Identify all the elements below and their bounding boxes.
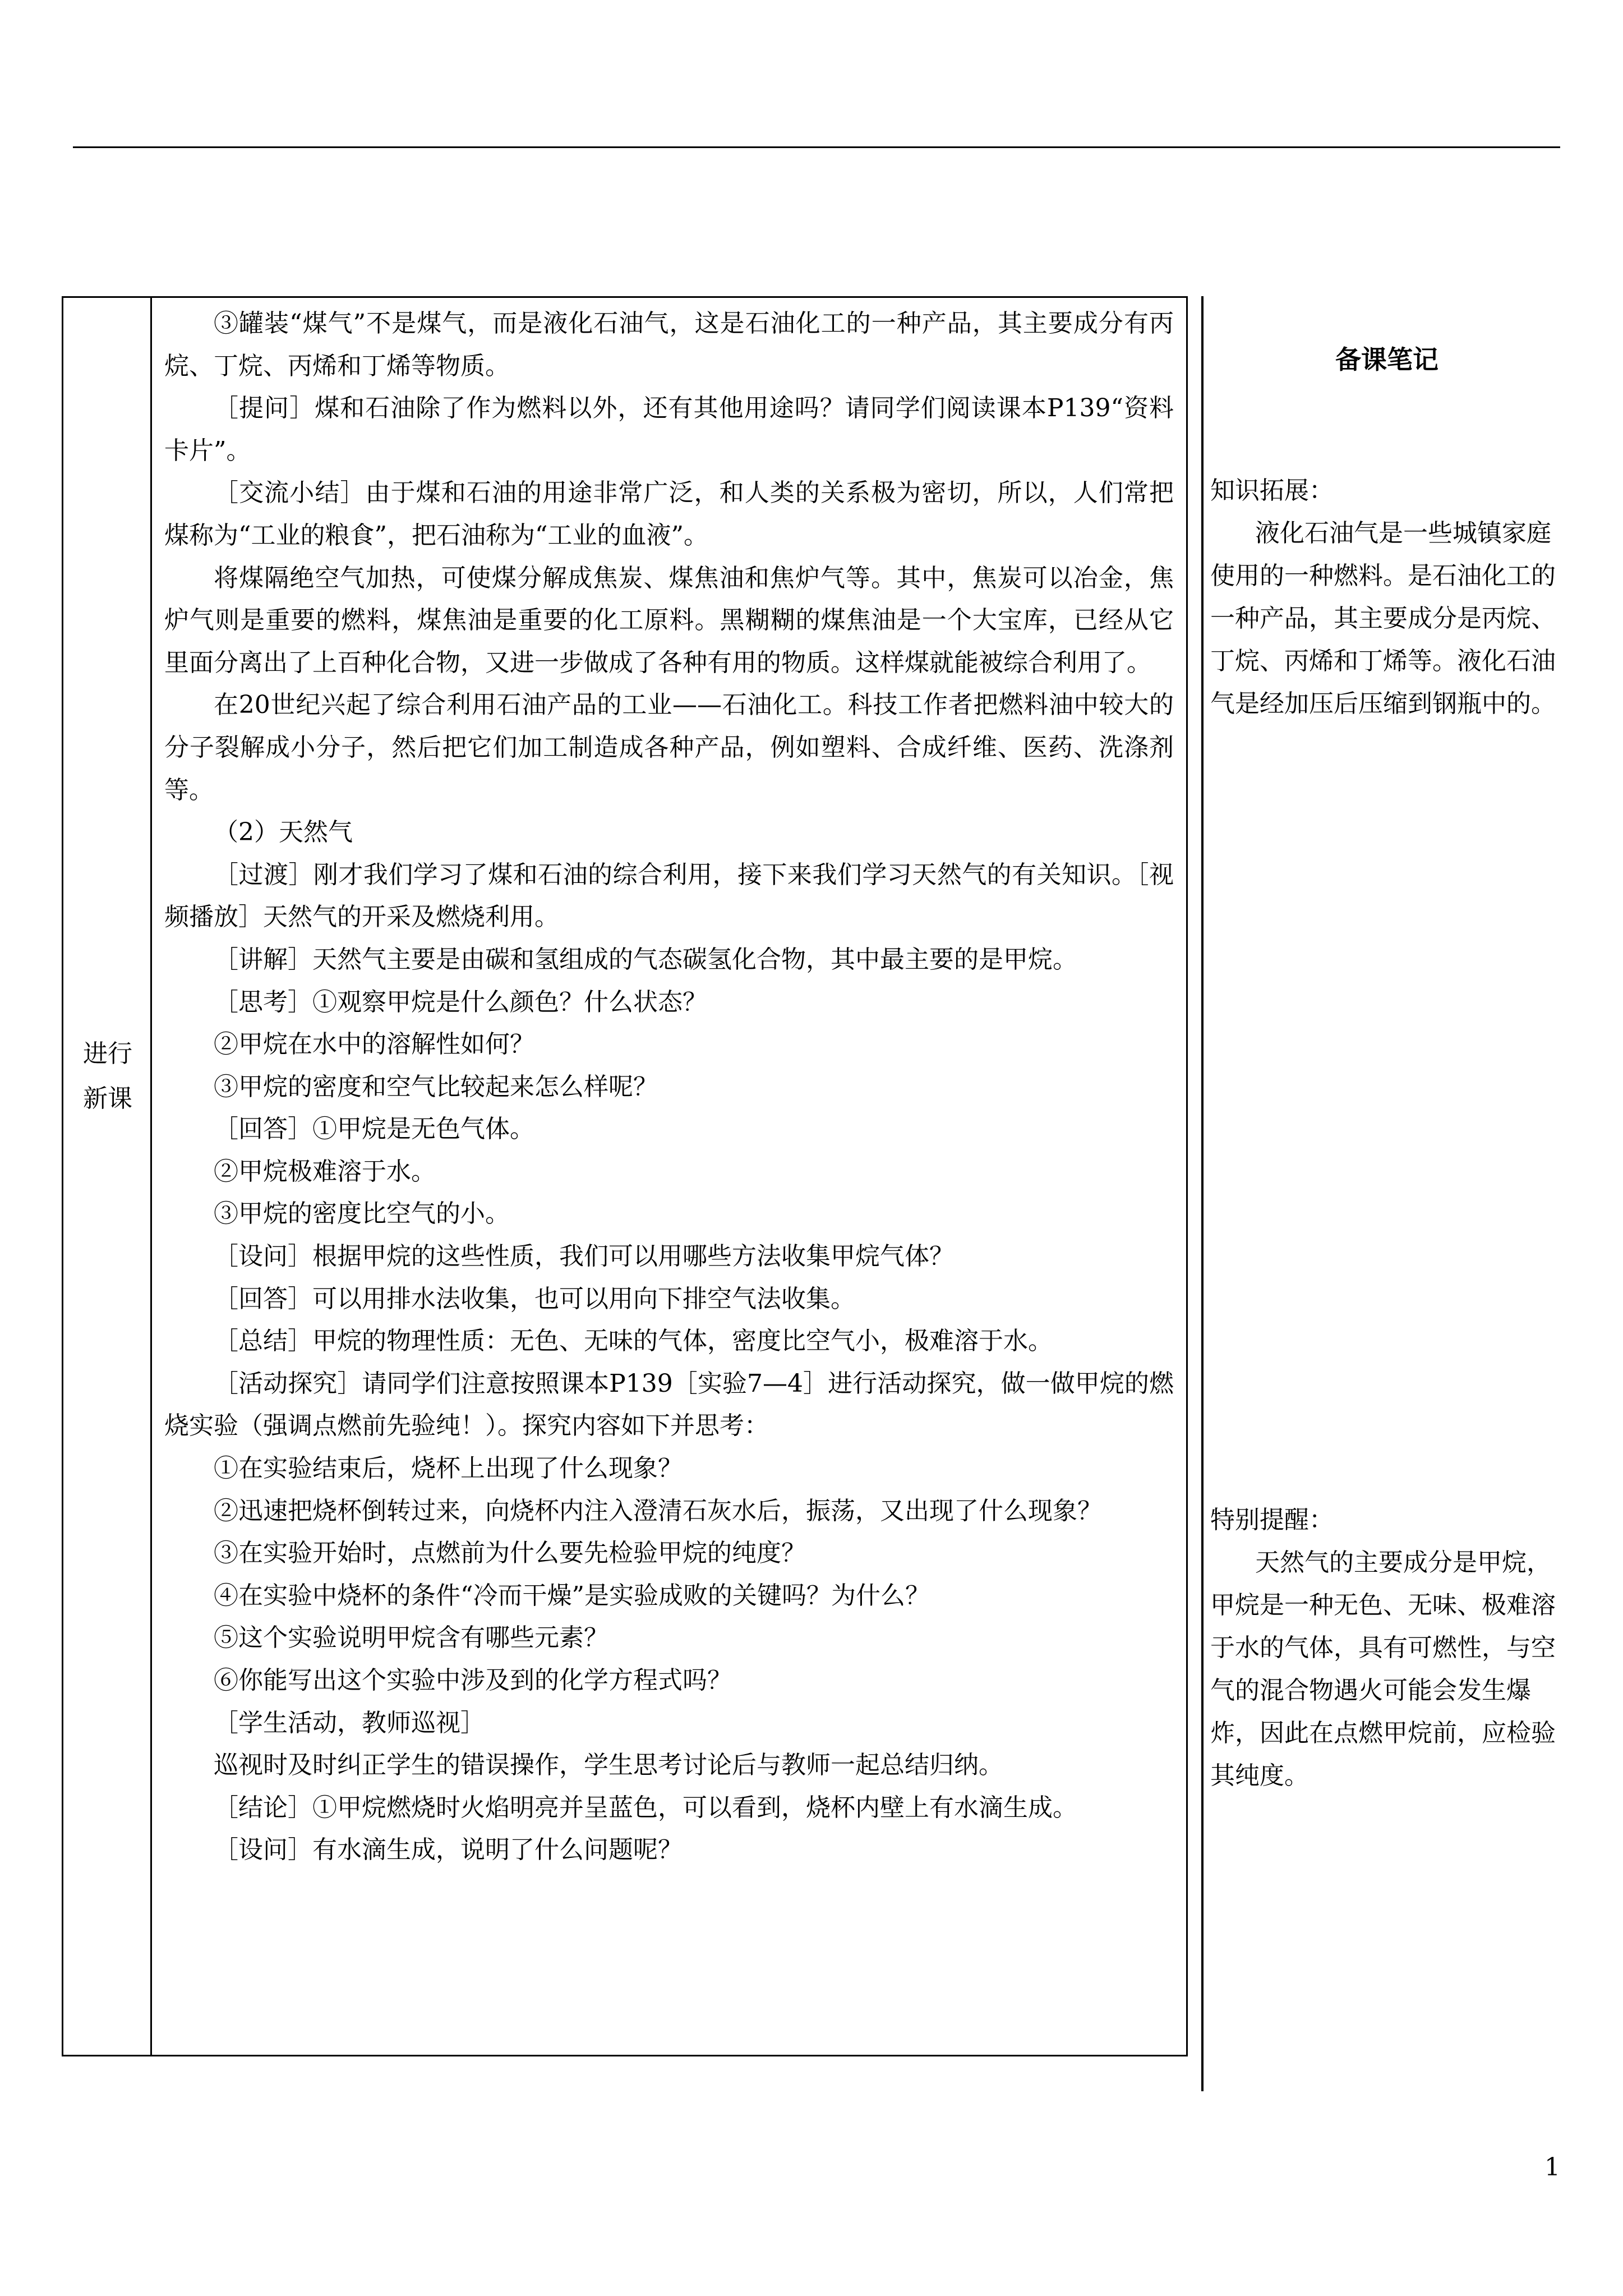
content-paragraph: ②甲烷在水中的溶解性如何？	[214, 1030, 534, 1059]
sidebar-title: 备课笔记	[1335, 344, 1438, 375]
content-paragraph: ［设问］有水滴生成，说明了什么问题呢？	[214, 1835, 683, 1865]
content-paragraph: ③甲烷的密度和空气比较起来怎么样呢？	[214, 1072, 658, 1101]
content-paragraph: （2）天然气	[214, 818, 353, 847]
content-paragraph: ③甲烷的密度比空气的小。	[214, 1199, 510, 1228]
lesson-table	[62, 296, 1188, 2056]
notes-column-divider	[1201, 296, 1204, 2091]
section-label-line-1: 进行	[83, 1039, 132, 1068]
content-paragraph: ④在实验中烧杯的条件“冷而干燥”是实验成败的关键吗？为什么？	[214, 1581, 930, 1610]
content-paragraph: ②迅速把烧杯倒转过来，向烧杯内注入澄清石灰水后，振荡，又出现了什么现象？	[214, 1496, 1102, 1525]
lesson-content	[164, 302, 1174, 1871]
content-paragraph: ［结论］①甲烷燃烧时火焰明亮并呈蓝色，可以看到，烧杯内壁上有水滴生成。	[214, 1793, 1077, 1822]
content-paragraph: ［学生活动，教师巡视］	[214, 1708, 485, 1737]
content-paragraph: ［交流小结］由于煤和石油的用途非常广泛，和人类的关系极为密切，所以，人们常把煤称为“工业的粮食”，把石油称为“工业的血液”。	[164, 478, 1174, 550]
content-paragraph: ③在实验开始时，点燃前为什么要先检验甲烷的纯度？	[214, 1539, 806, 1568]
content-paragraph: ［思考］①观察甲烷是什么颜色？什么状态？	[214, 987, 707, 1016]
reminder-text: 天然气的主要成分是甲烷，甲烷是一种无色、无味、极难溶于水的气体，具有可燃性，与空气的混合物遇火可能会发生爆炸，因此在点燃甲烷前，应检验其纯度。	[1210, 1548, 1556, 1790]
content-paragraph: 巡视时及时纠正学生的错误操作，学生思考讨论后与教师一起总结归纳。	[214, 1751, 1003, 1780]
special-reminder	[1210, 1499, 1564, 1797]
knowledge-extension	[1210, 470, 1564, 725]
knowledge-text: 液化石油气是一些城镇家庭使用的一种燃料。是石油化工的一种产品，其主要成分是丙烷、丁烷、丙烯和丁烯等。液化石油气是经加压后压缩到钢瓶中的。	[1210, 519, 1556, 718]
knowledge-heading: 知识拓展：	[1210, 476, 1334, 505]
content-paragraph: 将煤隔绝空气加热，可使煤分解成焦炭、煤焦油和焦炉气等。其中，焦炭可以冶金，焦炉气则是重要的燃料，煤焦油是重要的化工原料。黑糊糊的煤焦油是一个大宝库，已经从它里面分离出了上百种化合物，又进一步做成了各种有用的物质。这样煤就能被综合利用了。	[164, 563, 1174, 677]
content-paragraph: ⑤这个实验说明甲烷含有哪些元素？	[214, 1623, 608, 1653]
page-number: 1	[1544, 2153, 1560, 2182]
section-label-cell	[63, 298, 152, 2055]
section-label-line-2: 新课	[83, 1084, 132, 1113]
content-paragraph: ［讲解］天然气主要是由碳和氢组成的气态碳氢化合物，其中最主要的是甲烷。	[214, 945, 1077, 974]
content-paragraph: ［过渡］刚才我们学习了煤和石油的综合利用，接下来我们学习天然气的有关知识。［视频播放］天然气的开采及燃烧利用。	[164, 860, 1174, 932]
content-paragraph: ⑥你能写出这个实验中涉及到的化学方程式吗？	[214, 1666, 732, 1695]
content-paragraph: ②甲烷极难溶于水。	[214, 1157, 436, 1186]
content-paragraph: ［回答］①甲烷是无色气体。	[214, 1115, 534, 1144]
content-paragraph: ［回答］可以用排水法收集，也可以用向下排空气法收集。	[214, 1284, 855, 1313]
content-paragraph: ［设问］根据甲烷的这些性质，我们可以用哪些方法收集甲烷气体？	[214, 1242, 954, 1271]
content-paragraph: 在20世纪兴起了综合利用石油产品的工业——石油化工。科技工作者把燃料油中较大的分子裂解成小分子，然后把它们加工制造成各种产品，例如塑料、合成纤维、医药、洗涤剂等。	[164, 691, 1174, 804]
content-paragraph: ③罐装“煤气”不是煤气，而是液化石油气，这是石油化工的一种产品，其主要成分有丙烷、丁烷、丙烯和丁烯等物质。	[164, 309, 1174, 380]
content-paragraph: ［活动探究］请同学们注意按照课本P139［实验7—4］进行活动探究，做一做甲烷的燃烧实验（强调点燃前先验纯！）。探究内容如下并思考：	[164, 1369, 1174, 1441]
content-paragraph: ［总结］甲烷的物理性质：无色、无味的气体，密度比空气小，极难溶于水。	[214, 1327, 1053, 1356]
content-paragraph: ［提问］煤和石油除了作为燃料以外，还有其他用途吗？请同学们阅读课本P139“资料卡片”。	[164, 394, 1174, 465]
reminder-heading: 特别提醒：	[1210, 1506, 1334, 1534]
header-rule	[73, 146, 1560, 148]
section-label	[63, 1032, 152, 1121]
content-paragraph: ①在实验结束后，烧杯上出现了什么现象？	[214, 1454, 683, 1483]
